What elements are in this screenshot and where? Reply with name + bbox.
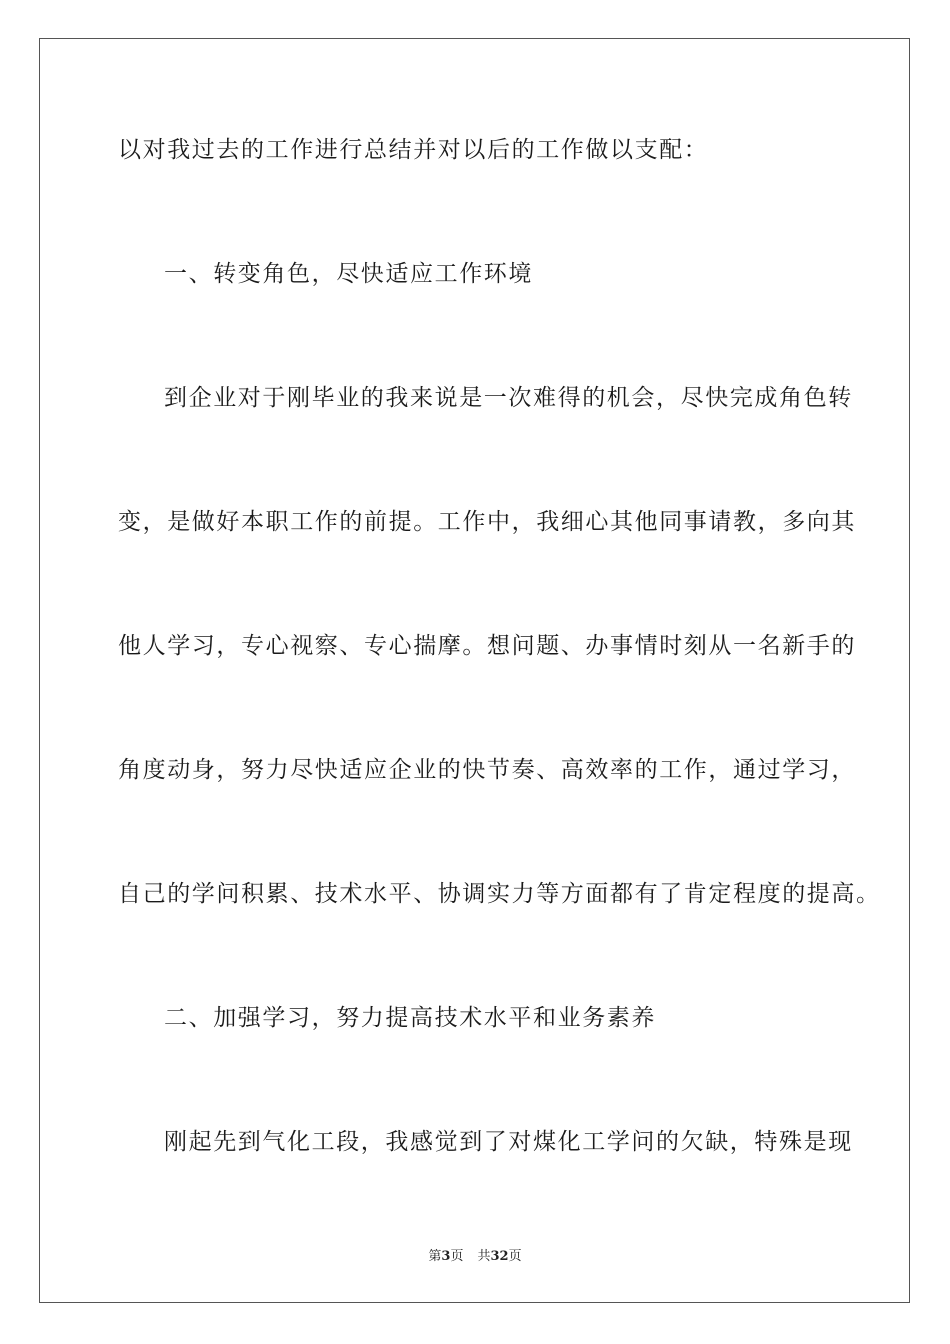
total-prefix: 共 [477,1249,491,1264]
body-text-line: 到企业对于刚毕业的我来说是一次难得的机会，尽快完成角色转 [164,385,853,411]
body-text-line: 他人学习，专心视察、专心揣摩。想问题、办事情时刻从一名新手的 [118,633,856,659]
body-text-line: 变，是做好本职工作的前提。工作中，我细心其他同事请教，多向其 [118,509,856,535]
body-text-line: 以对我过去的工作进行总结并对以后的工作做以支配： [118,137,709,163]
body-text-line: 角度动身，努力尽快适应企业的快节奏、高效率的工作，通过学习， [118,757,856,783]
page-footer [0,1248,950,1266]
page-suffix: 页 [450,1249,464,1264]
body-text-line: 刚起先到气化工段，我感觉到了对煤化工学问的欠缺，特殊是现 [164,1129,853,1155]
total-suffix: 页 [508,1249,522,1264]
page-prefix: 第 [428,1249,442,1264]
total-pages: 32 [490,1249,509,1264]
section-heading: 一、转变角色，尽快适应工作环境 [164,261,533,287]
body-text-line: 自己的学问积累、技术水平、协调实力等方面都有了肯定程度的提高。 [118,881,881,907]
section-heading: 二、加强学习，努力提高技术水平和业务素养 [164,1005,656,1031]
page-number: 3 [441,1249,451,1264]
page-frame [39,38,910,1303]
